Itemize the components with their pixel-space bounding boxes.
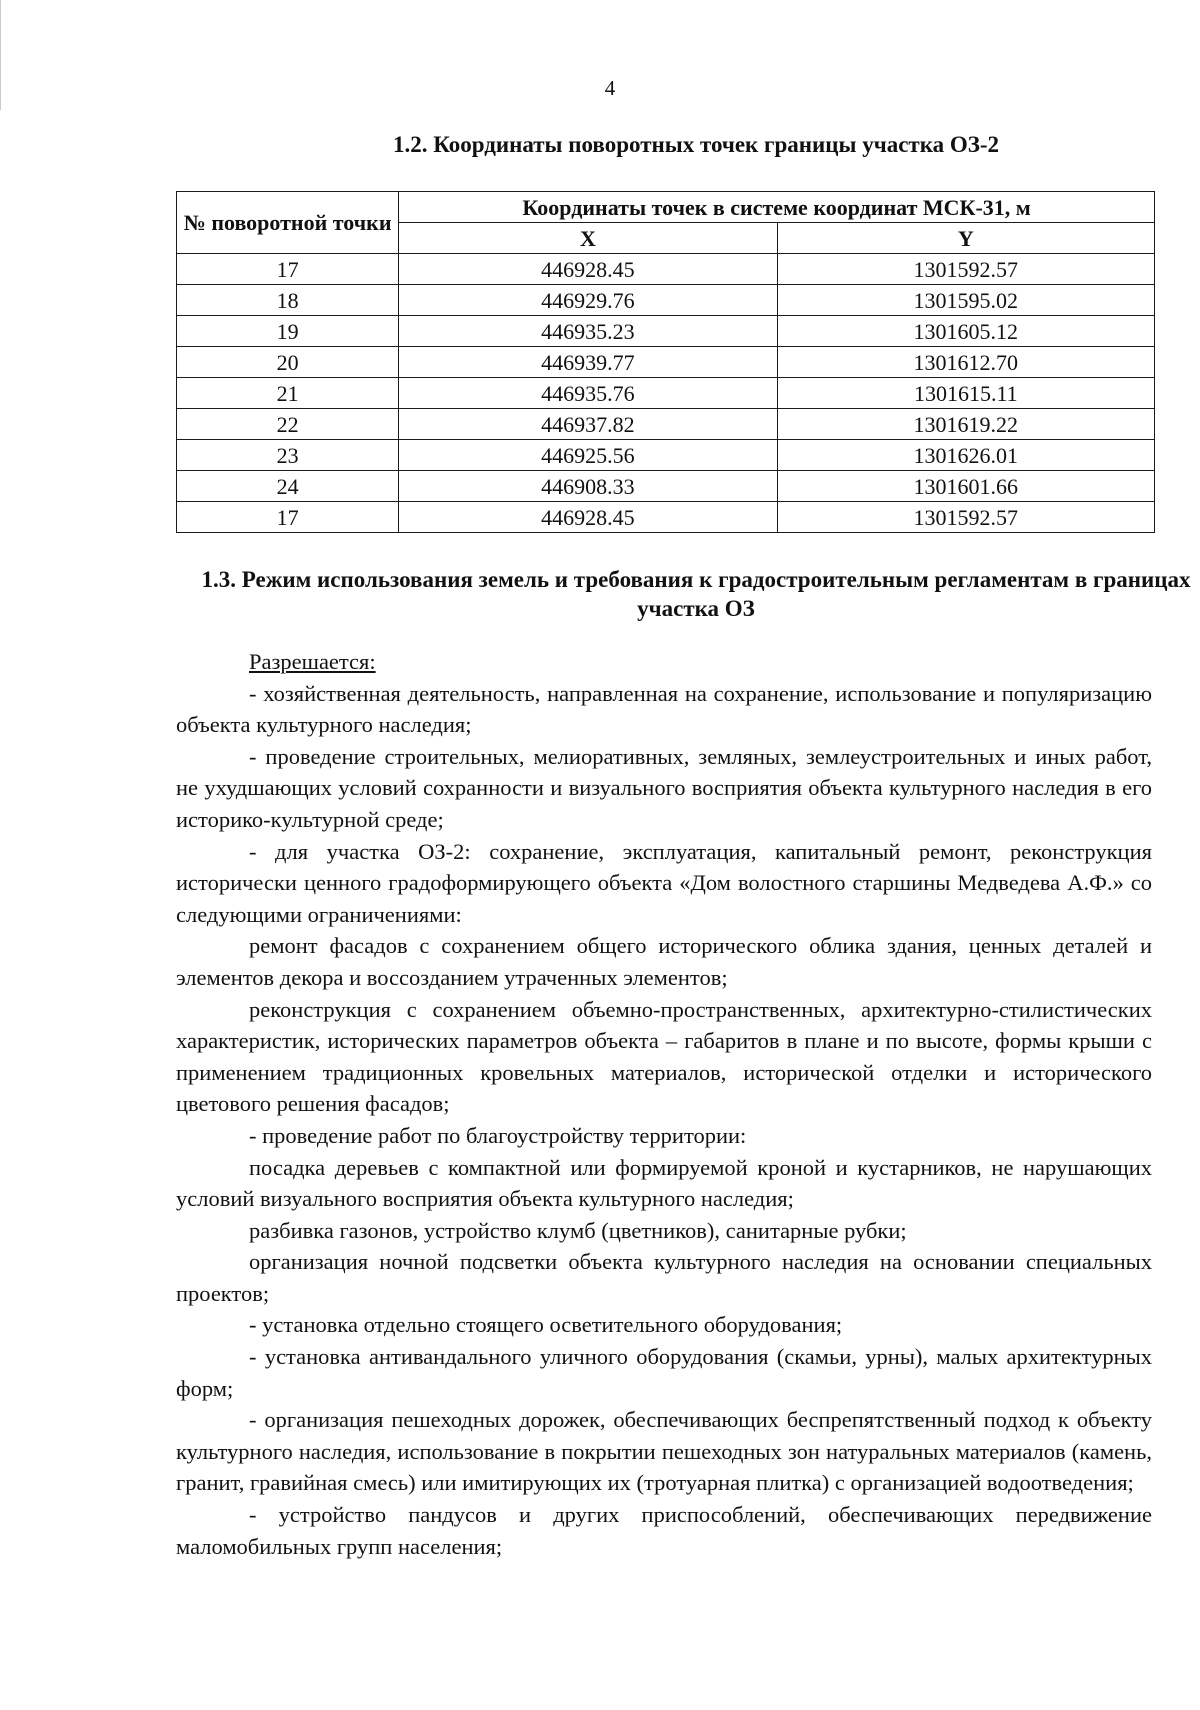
x-cell: 446928.45 bbox=[399, 502, 777, 533]
page-number: 4 bbox=[604, 76, 616, 100]
point-number-cell: 17 bbox=[177, 254, 399, 285]
point-number-cell: 17 bbox=[177, 502, 399, 533]
table-row bbox=[177, 502, 1155, 533]
section-title-coordinates: 1.2. Координаты поворотных точек границы участка ОЗ-2 bbox=[392, 132, 1000, 157]
y-cell: 1301595.02 bbox=[777, 285, 1154, 316]
paragraph: - установка антивандального уличного оборудования (скамьи, урны), малых архитектурных форм; bbox=[176, 1344, 1152, 1401]
x-cell: 446937.82 bbox=[399, 409, 777, 440]
table-row bbox=[177, 409, 1155, 440]
point-number-cell: 24 bbox=[177, 471, 399, 502]
paragraph: организация ночной подсветки объекта культурного наследия на основании специальных проектов; bbox=[176, 1249, 1152, 1306]
x-cell: 446908.33 bbox=[399, 471, 777, 502]
paragraph: - проведение работ по благоустройству территории: bbox=[249, 1122, 747, 1148]
x-cell: 446935.23 bbox=[399, 316, 777, 347]
body-text bbox=[176, 646, 1152, 1562]
table-row bbox=[177, 378, 1155, 409]
table-row bbox=[177, 471, 1155, 502]
paragraph: разбивка газонов, устройство клумб (цветников), санитарные рубки; bbox=[249, 1217, 907, 1243]
y-cell: 1301601.66 bbox=[777, 471, 1154, 502]
coordinates-table bbox=[176, 191, 1155, 533]
paragraph: - хозяйственная деятельность, направленная на сохранение, использование и популяризацию объекта культурного наследия; bbox=[176, 680, 1152, 738]
table-row bbox=[177, 254, 1155, 285]
x-cell: 446929.76 bbox=[399, 285, 777, 316]
header-x: X bbox=[399, 223, 777, 254]
paragraph: - организация пешеходных дорожек, обеспечивающих беспрепятственный подход к объекту культурного наследия, использование в покрытии пешеходных зон натуральных материалов (камень, гранит, гравийная смесь) или имитирующих их (тротуарная плитка) с организацией водоотведения; bbox=[176, 1407, 1152, 1496]
section-title-land-use-regime: 1.3. Режим использования земель и требования к градостроительным регламентам в границах участка ОЗ bbox=[201, 567, 1191, 621]
x-cell: 446925.56 bbox=[399, 440, 777, 471]
y-cell: 1301592.57 bbox=[777, 254, 1154, 285]
y-cell: 1301615.11 bbox=[777, 378, 1154, 409]
point-number-cell: 23 bbox=[177, 440, 399, 471]
header-coordinates: Координаты точек в системе координат МСК-31, м bbox=[399, 192, 1155, 223]
paragraph: - проведение строительных, мелиоративных, земляных, землеустроительных и иных работ, не ухудшающих условий сохранности и визуального восприятия объекта культурного наследия в его историко-культурной среде; bbox=[176, 743, 1152, 832]
table-row bbox=[177, 347, 1155, 378]
table-row bbox=[177, 440, 1155, 471]
point-number-cell: 18 bbox=[177, 285, 399, 316]
y-cell: 1301626.01 bbox=[777, 440, 1154, 471]
x-cell: 446939.77 bbox=[399, 347, 777, 378]
allowed-heading: Разрешается: bbox=[249, 649, 376, 674]
table-row bbox=[177, 316, 1155, 347]
paragraph: - для участка ОЗ-2: сохранение, эксплуатация, капитальный ремонт, реконструкция исторически ценного градоформирующего объекта «Дом волостного старшины Медведева А.Ф.» со следующими ограничениями: bbox=[176, 838, 1152, 927]
paragraph: - установка отдельно стоящего осветительного оборудования; bbox=[249, 1312, 843, 1338]
paragraph: посадка деревьев с компактной или формируемой кроной и кустарников, не нарушающих условий визуального восприятия объекта культурного наследия; bbox=[176, 1154, 1152, 1212]
table-row bbox=[177, 285, 1155, 316]
header-y: Y bbox=[777, 223, 1154, 254]
paragraph: реконструкция с сохранением объемно-пространственных, архитектурно-стилистических характеристик, исторических параметров объекта – габаритов в плане и по высоте, формы крыши с применением традиционных кровельных материалов, исторической отделки и исторического цветового решения фасадов; bbox=[176, 996, 1152, 1117]
y-cell: 1301619.22 bbox=[777, 409, 1154, 440]
paragraph: ремонт фасадов с сохранением общего исторического облика здания, ценных деталей и элементов декора и воссозданием утраченных элементов; bbox=[176, 933, 1152, 990]
point-number-cell: 21 bbox=[177, 378, 399, 409]
x-cell: 446928.45 bbox=[399, 254, 777, 285]
y-cell: 1301592.57 bbox=[777, 502, 1154, 533]
point-number-cell: 19 bbox=[177, 316, 399, 347]
y-cell: 1301612.70 bbox=[777, 347, 1154, 378]
x-cell: 446935.76 bbox=[399, 378, 777, 409]
paragraph: - устройство пандусов и других приспособлений, обеспечивающих передвижение маломобильных групп населения; bbox=[176, 1502, 1152, 1559]
header-point-number: № поворотной точки bbox=[177, 192, 399, 254]
point-number-cell: 20 bbox=[177, 347, 399, 378]
point-number-cell: 22 bbox=[177, 409, 399, 440]
y-cell: 1301605.12 bbox=[777, 316, 1154, 347]
